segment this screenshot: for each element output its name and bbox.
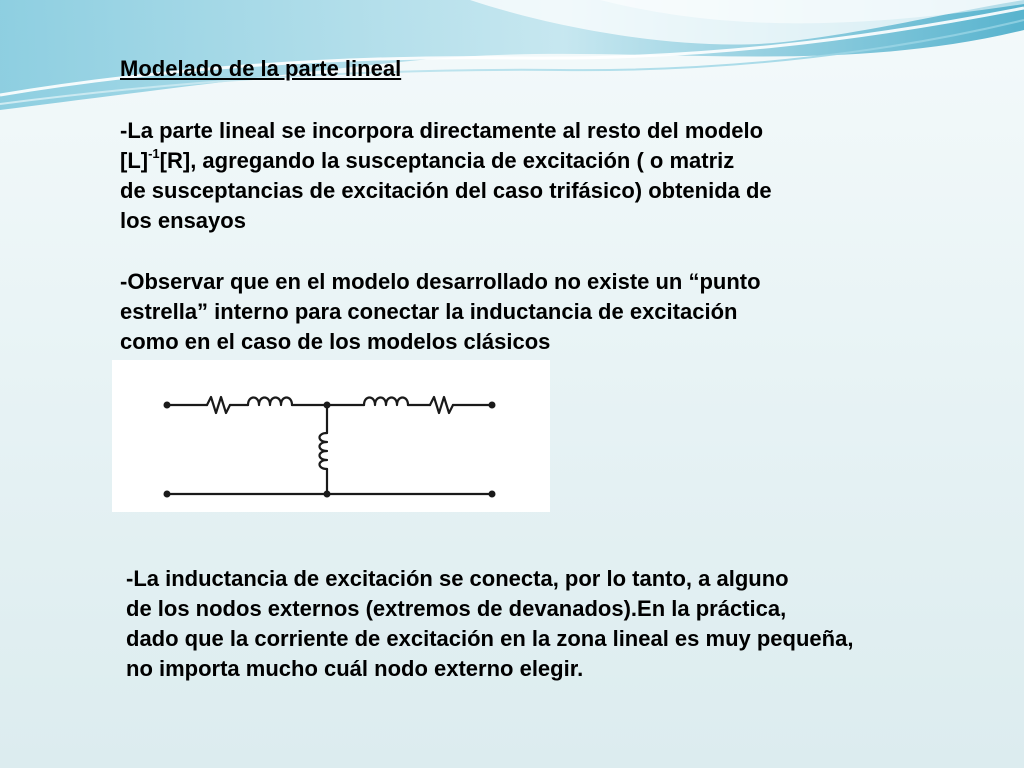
circuit-svg [112,360,550,512]
junction-top [324,402,331,409]
paragraph-line: estrella” interno para conectar la inductancia de excitación [120,299,738,324]
right-resistor [430,397,453,413]
paragraph-star-point [120,267,761,357]
paragraph-line: -La parte lineal se incorpora directamente al resto del modelo [120,118,764,143]
matrix-l-label: [L] [120,148,149,173]
paragraph-line-rest: [R], agregando la susceptancia de excitación ( o matriz [159,148,735,173]
terminal-top-left [164,402,171,409]
slide-title: Modelado de la parte lineal [120,56,402,81]
paragraph-line: de susceptancias de excitación del caso trifásico) obtenida de [120,178,772,203]
paragraph-line: de los nodos externos (extremos de devanados).En la práctica, [126,596,787,621]
paragraph-line-with-superscript [120,146,772,176]
magnetizing-inductor [320,433,328,469]
paragraph-external-node [126,564,853,684]
junction-bottom [324,491,331,498]
terminal-top-right [489,402,496,409]
left-series-inductor [248,398,292,406]
paragraph-line: -La inductancia de excitación se conecta, por lo tanto, a alguno [126,566,789,591]
left-resistor [207,397,230,413]
t-equivalent-circuit-diagram [112,360,550,512]
paragraph-line: no importa mucho cuál nodo externo elegir. [126,656,584,681]
paragraph-linear-part [120,116,772,236]
paragraph-line: como en el caso de los modelos clásicos [120,329,551,354]
paragraph-line: los ensayos [120,208,246,233]
terminal-bottom-left [164,491,171,498]
terminal-bottom-right [489,491,496,498]
paragraph-line: -Observar que en el modelo desarrollado no existe un “punto [120,269,761,294]
right-series-inductor [364,398,408,406]
inverse-exponent: -1 [148,145,160,161]
paragraph-line: dado que la corriente de excitación en la zona lineal es muy pequeña, [126,626,854,651]
